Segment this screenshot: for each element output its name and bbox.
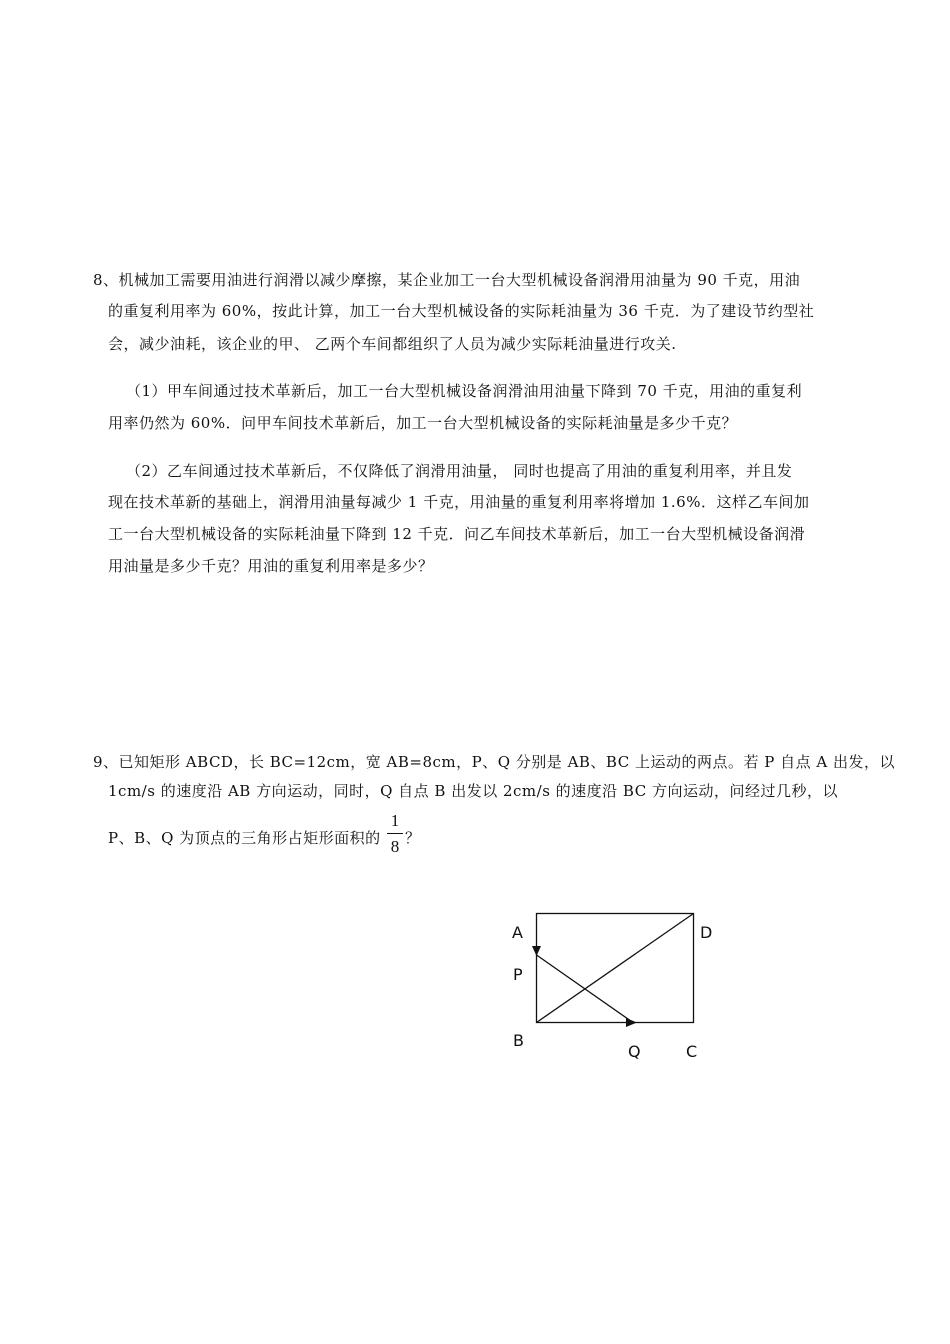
rectangle-figure xyxy=(530,908,705,1033)
arrow-down-icon xyxy=(532,946,541,956)
arrow-right-icon xyxy=(626,1018,637,1027)
fraction-denominator: 8 xyxy=(390,837,400,856)
label-c: C xyxy=(686,1042,698,1061)
diagonal-bd xyxy=(537,914,694,1023)
label-d: D xyxy=(700,923,713,942)
label-a: A xyxy=(512,923,523,942)
problem9-line-3-prefix: P、B、Q 为顶点的三角形占矩形面积的 xyxy=(108,829,381,847)
label-q: Q xyxy=(628,1042,641,1061)
problem8-part1-line-1: （1）甲车间通过技术革新后，加工一台大型机械设备润滑油用油量下降到 70 千克，用油的重复利 xyxy=(126,382,803,400)
label-p: P xyxy=(513,965,523,984)
problem8-line-3: 会，减少油耗，该企业的甲、 乙两个车间都组织了人员为减少实际耗油量进行攻关. xyxy=(108,335,677,353)
problem9-line-1: 9、已知矩形 ABCD，长 BC=12cm，宽 AB=8cm，P、Q 分别是 AB、BC 上运动的两点。若 P 自点 A 出发，以 xyxy=(93,753,895,771)
problem8-part2-line-4: 用油量是多少千克？用油的重复利用率是多少？ xyxy=(108,557,434,575)
fraction-numerator: 1 xyxy=(390,811,400,830)
problem8-part1-line-2: 用率仍然为 60%．问甲车间技术革新后，加工一台大型机械设备的实际耗油量是多少千克？ xyxy=(108,414,738,432)
problem8-part2-line-1: （2）乙车间通过技术革新后，不仅降低了润滑用油量， 同时也提高了用油的重复利用率，并且发 xyxy=(126,462,793,480)
label-b: B xyxy=(513,1031,524,1050)
problem8-line-2: 的重复利用率为 60%，按此计算，加工一台大型机械设备的实际耗油量为 36 千克．为了建设节约型社 xyxy=(108,302,815,320)
problem9-line-3-suffix: ？ xyxy=(405,829,421,847)
problem8-part2-line-2: 现在技术革新的基础上，润滑用油量每减少 1 千克，用油量的重复利用率将增加 1.6%．这样乙车间加 xyxy=(108,493,810,511)
problem9-line-2: 1cm/s 的速度沿 AB 方向运动，同时，Q 自点 B 出发以 2cm/s 的速度沿 BC 方向运动，问经过几秒，以 xyxy=(108,782,838,800)
problem8-part2-line-3: 工一台大型机械设备的实际耗油量下降到 12 千克．问乙车间技术革新后，加工一台大型机械设备润滑 xyxy=(108,525,806,543)
fraction-bar xyxy=(387,833,403,834)
problem8-line-1: 8、机械加工需要用油进行润滑以减少摩擦，某企业加工一台大型机械设备润滑用油量为 90 千克，用油 xyxy=(93,271,801,289)
